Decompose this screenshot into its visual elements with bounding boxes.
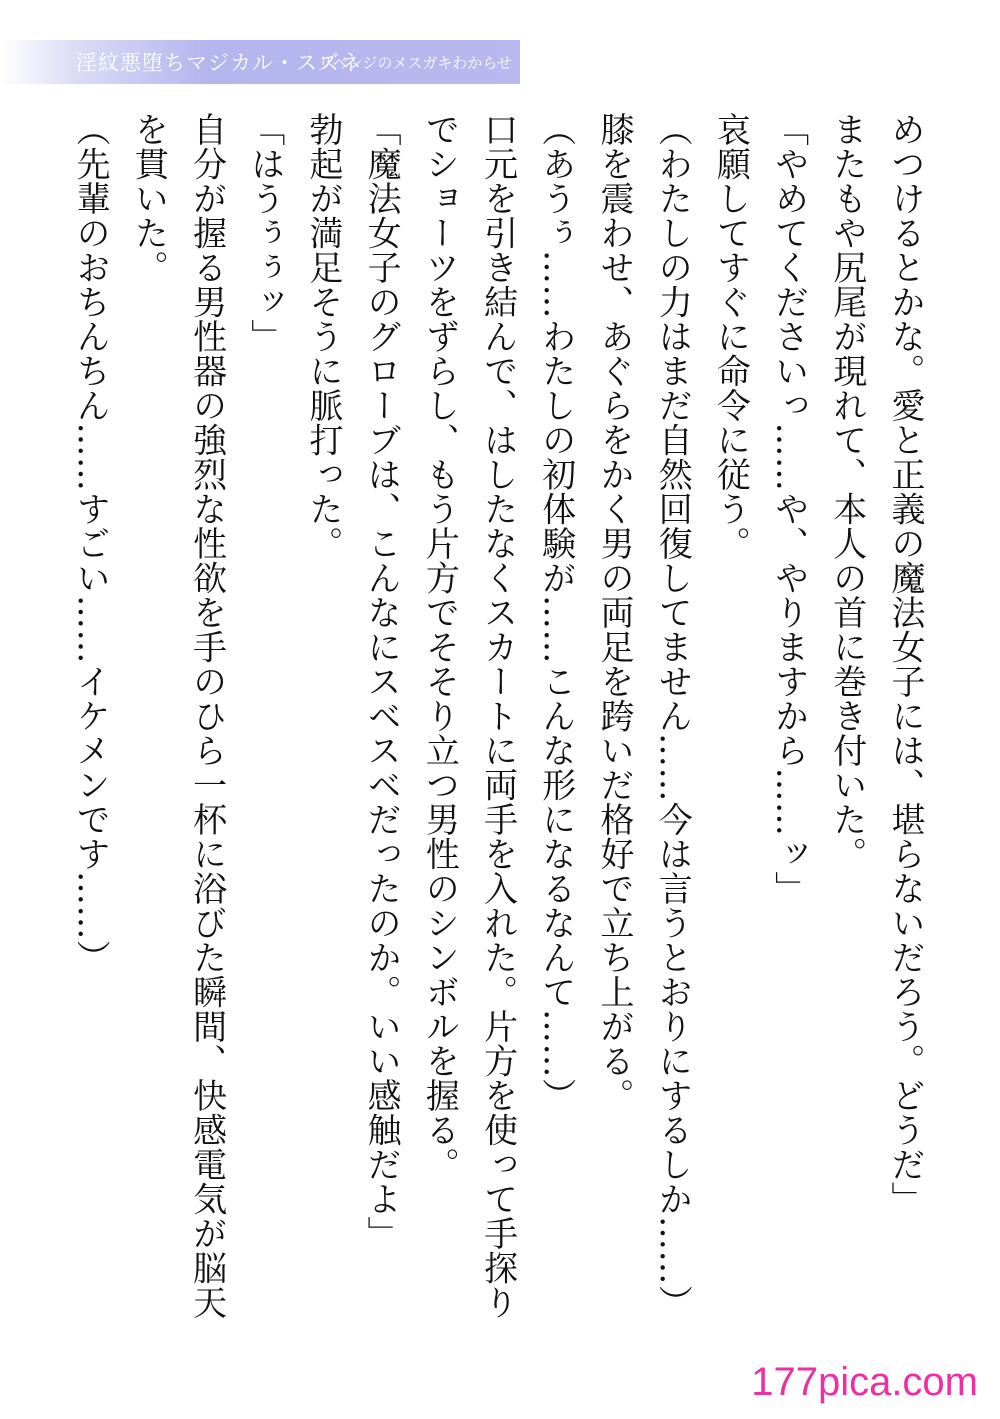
text-line: 「はうぅぅッ」 <box>244 112 285 354</box>
text-line: めつけるとかな。愛と正義の魔法女子には、堪らないだろう。どうだ」 <box>885 112 925 1216</box>
running-header-title: 淫紋悪堕ちマジカル・スズネ <box>76 51 362 75</box>
text-line: を貫いた。 <box>128 112 169 285</box>
text-line: 哀願してすぐに命令に従う。 <box>710 112 751 561</box>
text-line: 勃起が満足そうに脈打った。 <box>302 112 343 561</box>
running-header-subtitle: リベンジのメスガキわからせ <box>318 54 512 72</box>
text-line: 「やめてくださいっ……や、やりますから……ッ」 <box>768 112 809 906</box>
text-line: 口元を引き結んで、はしたなくスカートに両手を入れた。片方を使って手探り <box>477 112 518 1320</box>
watermark-text: 177pica.com <box>751 1360 978 1404</box>
text-line: 自分が握る男性器の強烈な性欲を手のひら一杯に浴びた瞬間、快感電気が脳天 <box>186 112 227 1320</box>
text-line: （先輩のおちんちん……すごい……イケメンです……） <box>70 112 111 975</box>
text-line: 「魔法女子のグローブは、こんなにスベスベだったのか。いい感触だよ」 <box>361 112 402 1251</box>
vertical-body-text <box>61 112 934 1352</box>
text-line: でショーツをずらし、もう片方でそそり立つ男性のシンボルを握る。 <box>419 112 460 1182</box>
text-line: またもや尻尾が現れて、本人の首に巻き付いた。 <box>826 112 867 871</box>
text-line: 膝を震わせ、あぐらをかく男の両足を跨いだ格好で立ち上がる。 <box>593 112 634 1113</box>
text-line: （あうぅ……わたしの初体験が……こんな形になるなんて……） <box>535 112 576 1113</box>
text-line: （わたしの力はまだ自然回復してません……今は言うとおりにするしか……） <box>652 112 693 1320</box>
